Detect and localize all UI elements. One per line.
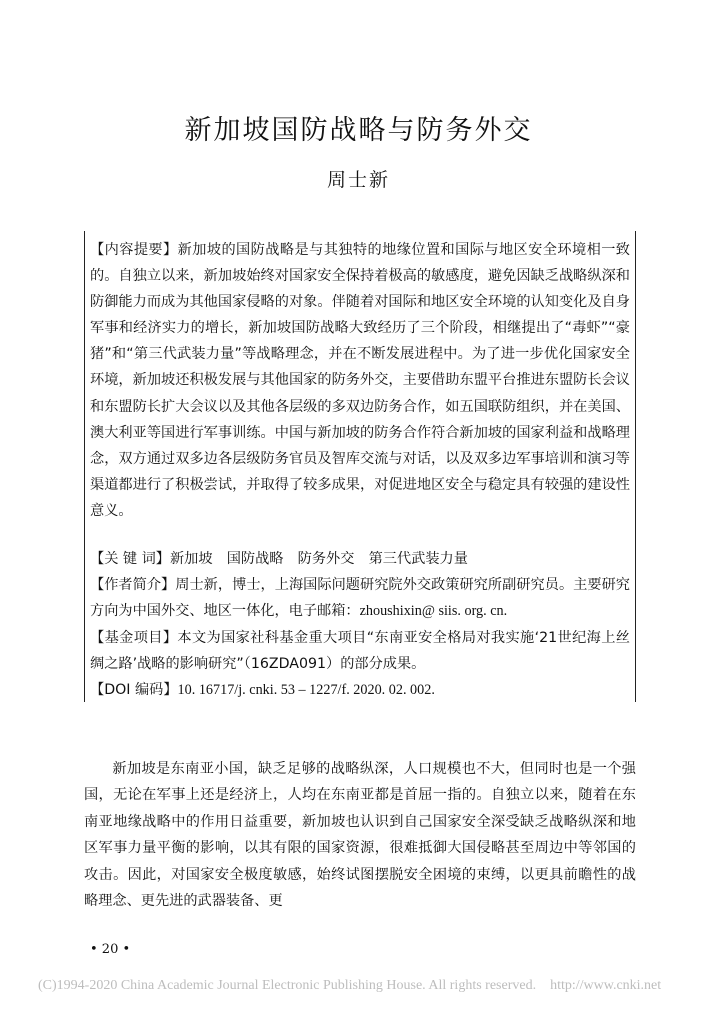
author-email: zhoushixin@ siis. org. cn. bbox=[359, 603, 508, 620]
abstract-keywords bbox=[90, 546, 630, 572]
abstract-summary bbox=[90, 237, 630, 524]
body-paragraph: 新加坡是东南亚小国，缺乏足够的战略纵深，人口规模也不大，但同时也是一个强国，无论在军事上还是经济上，人均在东南亚都是首屈一指的。自独立以来，随着在东南亚地缘战略中的作用日益重要，新加坡也认识到自己国家安全深受缺乏战略纵深和地区军事力量平衡的影响，以其有限的国家资源，很难抵御大国侵略甚至周边中等邻国的攻击。因此，对国家安全极度敏感，始终试图摆脱安全困境的束缚，以更具前瞻性的战略理念、更先进的武器装备、更 bbox=[84, 761, 636, 910]
abstract-doi bbox=[90, 677, 630, 703]
article-title: 新加坡国防战略与防务外交 bbox=[184, 115, 533, 146]
copyright-text: (C)1994-2020 China Academic Journal Electronic Publishing House. All rights reserved. bbox=[38, 978, 537, 993]
fund-text: 本文为国家社科基金重大项目“东南亚安全格局对我实施‘21世纪海上丝绸之路’战略的影响研究”（16ZDA091）的部分成果。 bbox=[90, 630, 630, 673]
copyright-footer bbox=[38, 978, 717, 994]
summary-text: 新加坡的国防战略是与其独特的地缘位置和国际与地区安全环境相一致的。自独立以来，新加坡始终对国家安全保持着极高的敏感度，避免因缺乏战略纵深和防御能力而成为其他国家侵略的对象。伴随着对国际和地区安全环境的认知变化及自身军事和经济实力的增长，新加坡国防战略大致经历了三个阶段，相继提出了“毒虾”“豪猪”和“第三代武装力量”等战略理念，并在不断发展进程中。为了进一步优化国家安全环境，新加坡还积极发展与其他国家的防务外交，主要借助东盟平台推进东盟防长会议和东盟防长扩大会议以及其他各层级的多双边防务合作，如五国联防组织，并在美国、澳大利亚等国进行军事训练。中国与新加坡的防务合作符合新加坡的国家利益和战略理念，双方通过双多边各层级防务官员及智库交流与对话，以及双多边军事培训和演习等渠道都进行了积极尝试，并取得了较多成果，对促进地区安全与稳定具有较强的建设性意义。 bbox=[90, 242, 630, 519]
author-info-text: 周士新，博士，上海国际问题研究院外交政策研究所副研究员。主要研究方向为中国外交、地区一体化，电子邮箱： bbox=[90, 577, 630, 620]
footer-url: http://www.cnki.net bbox=[550, 978, 662, 993]
keywords-label: 【关 键 词】 bbox=[90, 551, 170, 567]
article-author: 周士新 bbox=[326, 169, 390, 191]
keywords-text: 新加坡 国防战略 防务外交 第三代武装力量 bbox=[169, 551, 468, 567]
abstract-fund bbox=[90, 625, 630, 677]
doi-label: 【DOI 编码】 bbox=[90, 682, 178, 698]
doi-text: 10. 16717/j. cnki. 53 – 1227/f. 2020. 02. 002. bbox=[177, 682, 435, 698]
page-number: • 20 • bbox=[90, 942, 131, 957]
fund-label: 【基金项目】 bbox=[90, 630, 178, 646]
abstract-author-info bbox=[90, 572, 630, 624]
author-info-label: 【作者简介】 bbox=[90, 577, 176, 593]
summary-label: 【内容提要】 bbox=[90, 242, 178, 258]
